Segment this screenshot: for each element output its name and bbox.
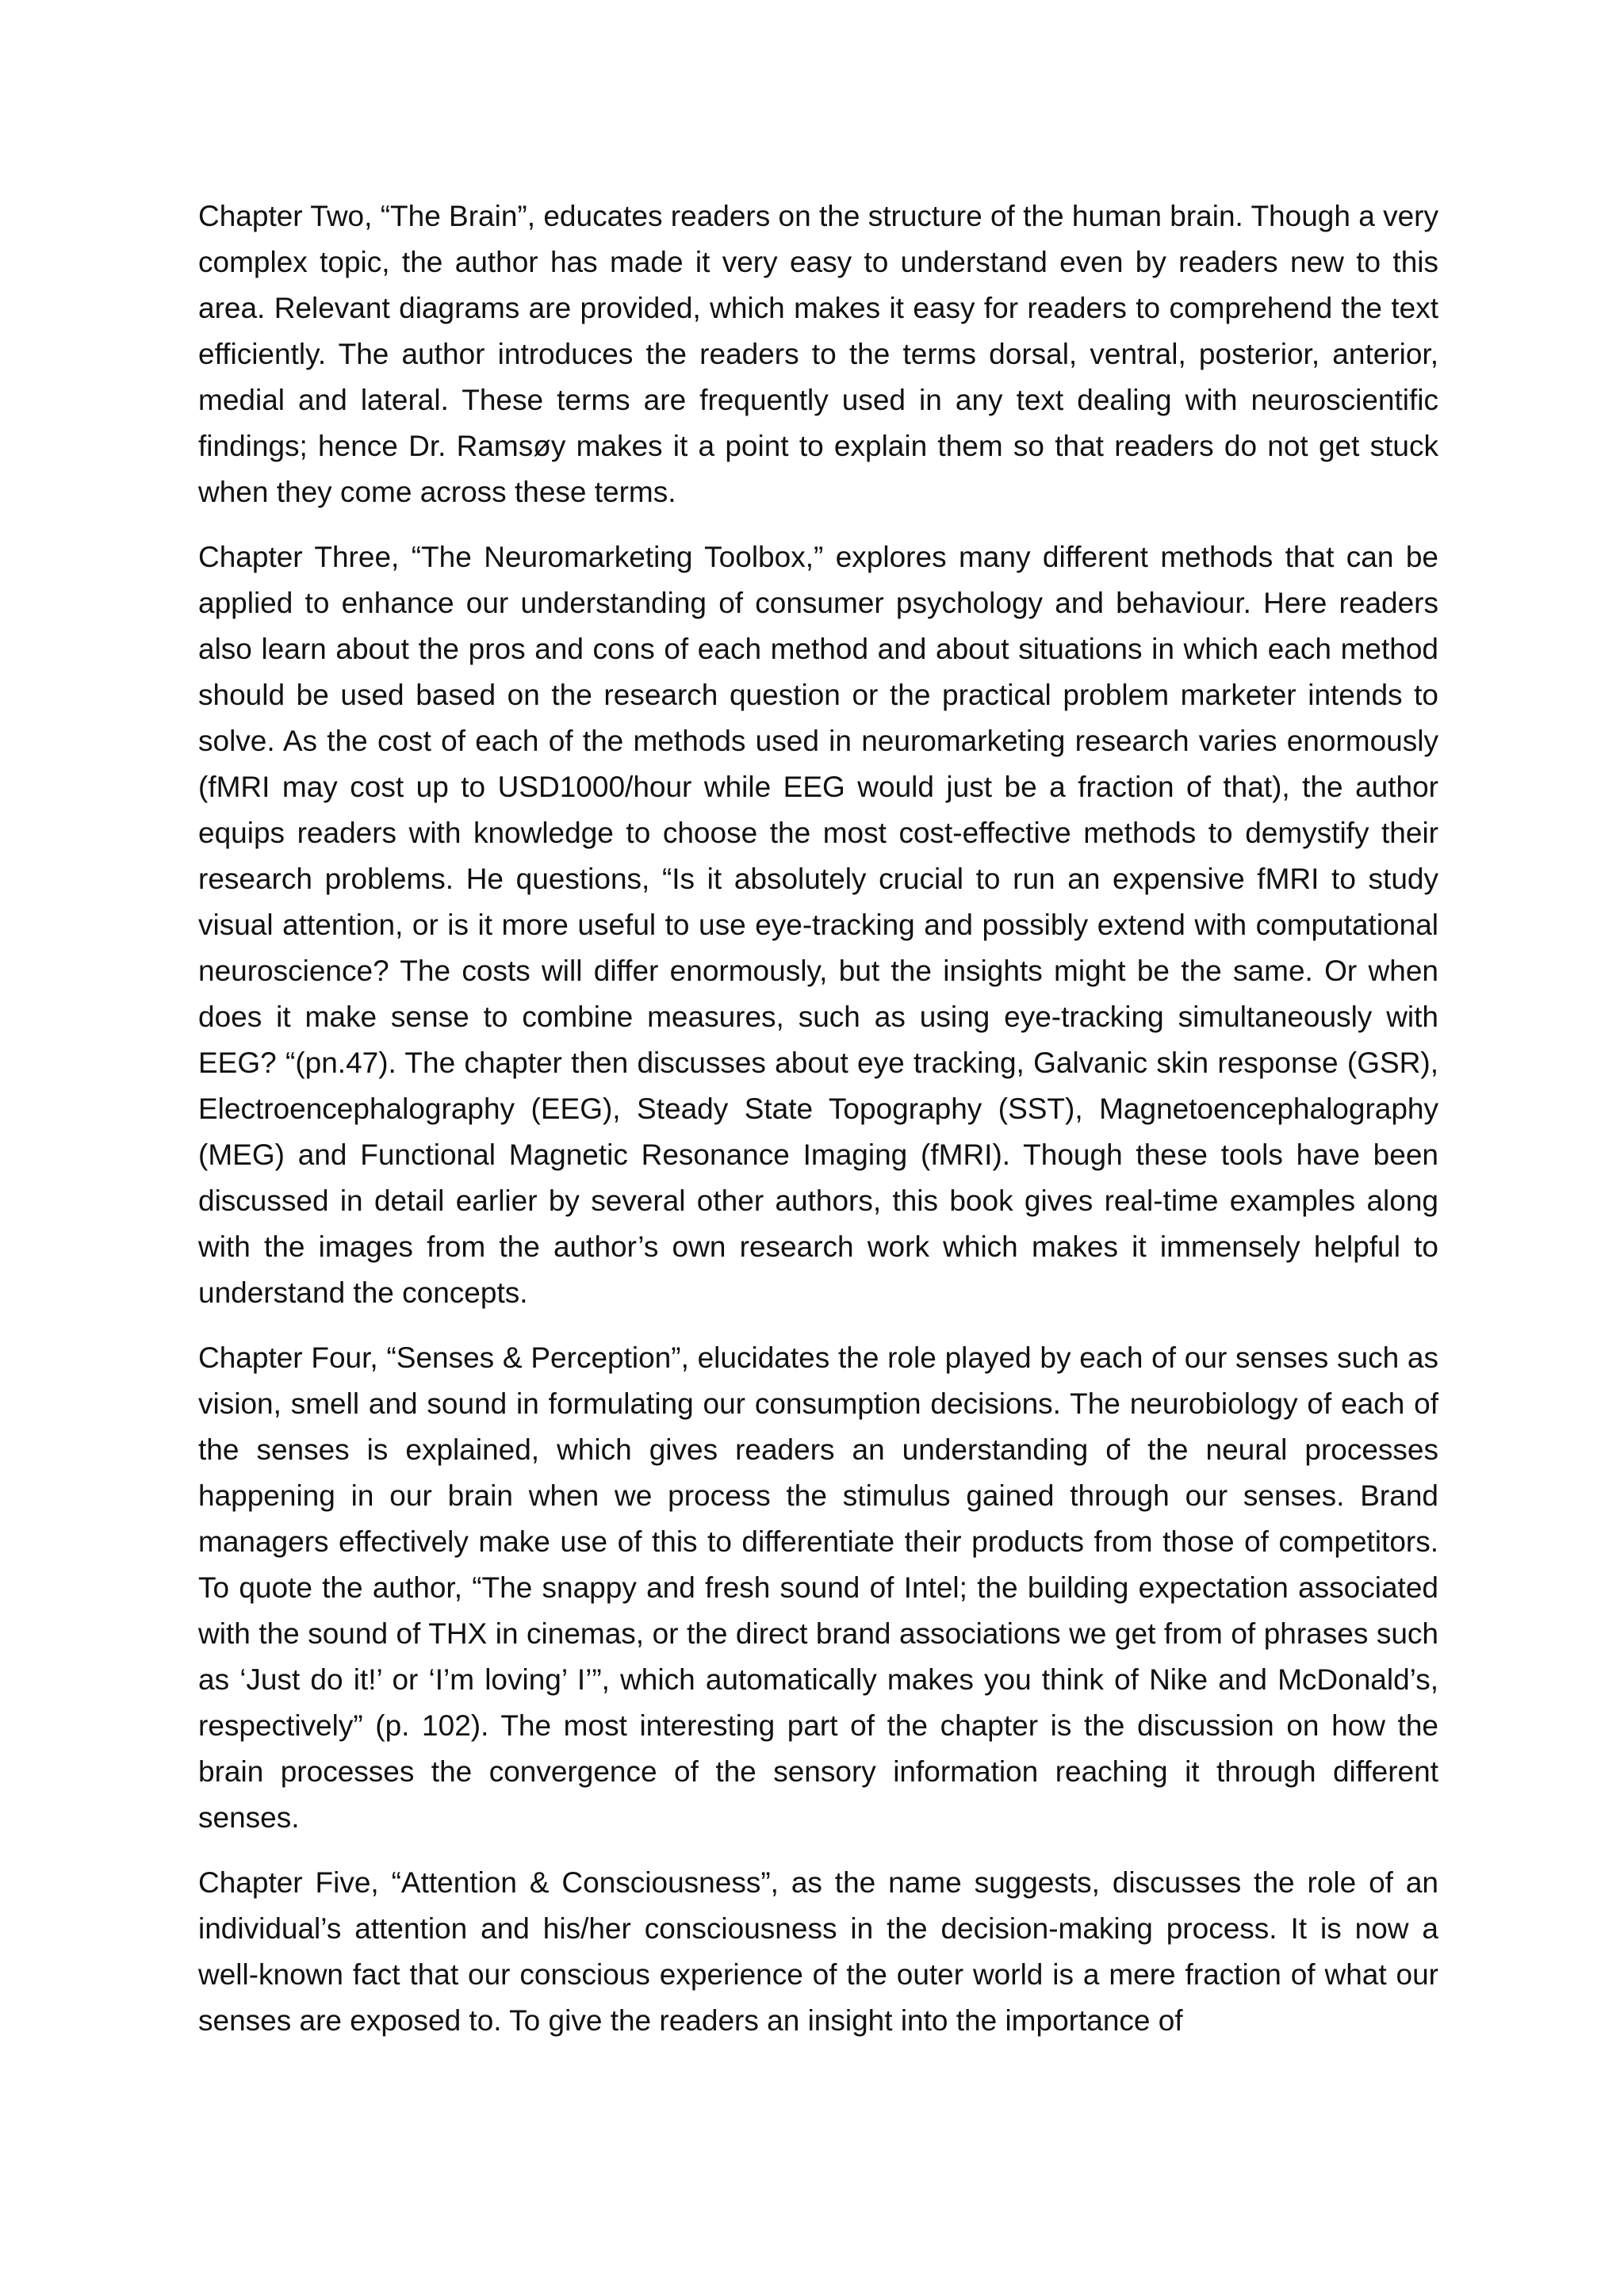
paragraph-chapter-two: Chapter Two, “The Brain”, educates readers on the structure of the human brain. Though a very complex topic, the author has made it very easy to understand even by readers new to this area. Relevant diagrams are provided, which makes it easy for readers to comprehend the text efficiently. The author introduces the readers to the terms dorsal, ventral, posterior, anterior, medial and lateral. These terms are frequently used in any text dealing with neuroscientific findings; hence Dr. Ramsøy makes it a point to explain them so that readers do not get stuck when they come across these terms. <box>198 200 1438 508</box>
document-page <box>198 193 1438 2044</box>
paragraph-chapter-three: Chapter Three, “The Neuromarketing Toolbox,” explores many different methods that can be applied to enhance our understanding of consumer psychology and behaviour. Here readers also learn about the pros and cons of each method and about situations in which each method should be used based on the research question or the practical problem marketer intends to solve. As the cost of each of the methods used in neuromarketing research varies enormously (fMRI may cost up to USD1000/hour while EEG would just be a fraction of that), the author equips readers with knowledge to choose the most cost-effective methods to demystify their research problems. He questions, “Is it absolutely crucial to run an expensive fMRI to study visual attention, or is it more useful to use eye-tracking and possibly extend with computational neuroscience? The costs will differ enormously, but the insights might be the same. Or when does it make sense to combine measures, such as using eye-tracking simultaneously with EEG? “(pn.47). The chapter then discusses about eye tracking, Galvanic skin response (GSR), Electroencephalography (EEG), Steady State Topography (SST), Magnetoencephalography (MEG) and Functional Magnetic Resonance Imaging (fMRI). Though these tools have been discussed in detail earlier by several other authors, this book gives real-time examples along with the images from the author’s own research work which makes it immensely helpful to understand the concepts. <box>198 541 1438 1309</box>
paragraph-chapter-five: Chapter Five, “Attention & Consciousness”, as the name suggests, discusses the role of an individual’s attention and his/her consciousness in the decision-making process. It is now a well-known fact that our conscious experience of the outer world is a mere fraction of what our senses are exposed to. To give the readers an insight into the importance of <box>198 1866 1438 2037</box>
paragraph-chapter-four: Chapter Four, “Senses & Perception”, elucidates the role played by each of our senses such as vision, smell and sound in formulating our consumption decisions. The neurobiology of each of the senses is explained, which gives readers an understanding of the neural processes happening in our brain when we process the stimulus gained through our senses. Brand managers effectively make use of this to differentiate their products from those of competitors. To quote the author, “The snappy and fresh sound of Intel; the building expectation associated with the sound of THX in cinemas, or the direct brand associations we get from of phrases such as ‘Just do it!’ or ‘I’m loving’ I’”, which automatically makes you think of Nike and McDonald’s, respectively” (p. 102). The most interesting part of the chapter is the discussion on how the brain processes the convergence of the sensory information reaching it through different senses. <box>198 1341 1438 1834</box>
